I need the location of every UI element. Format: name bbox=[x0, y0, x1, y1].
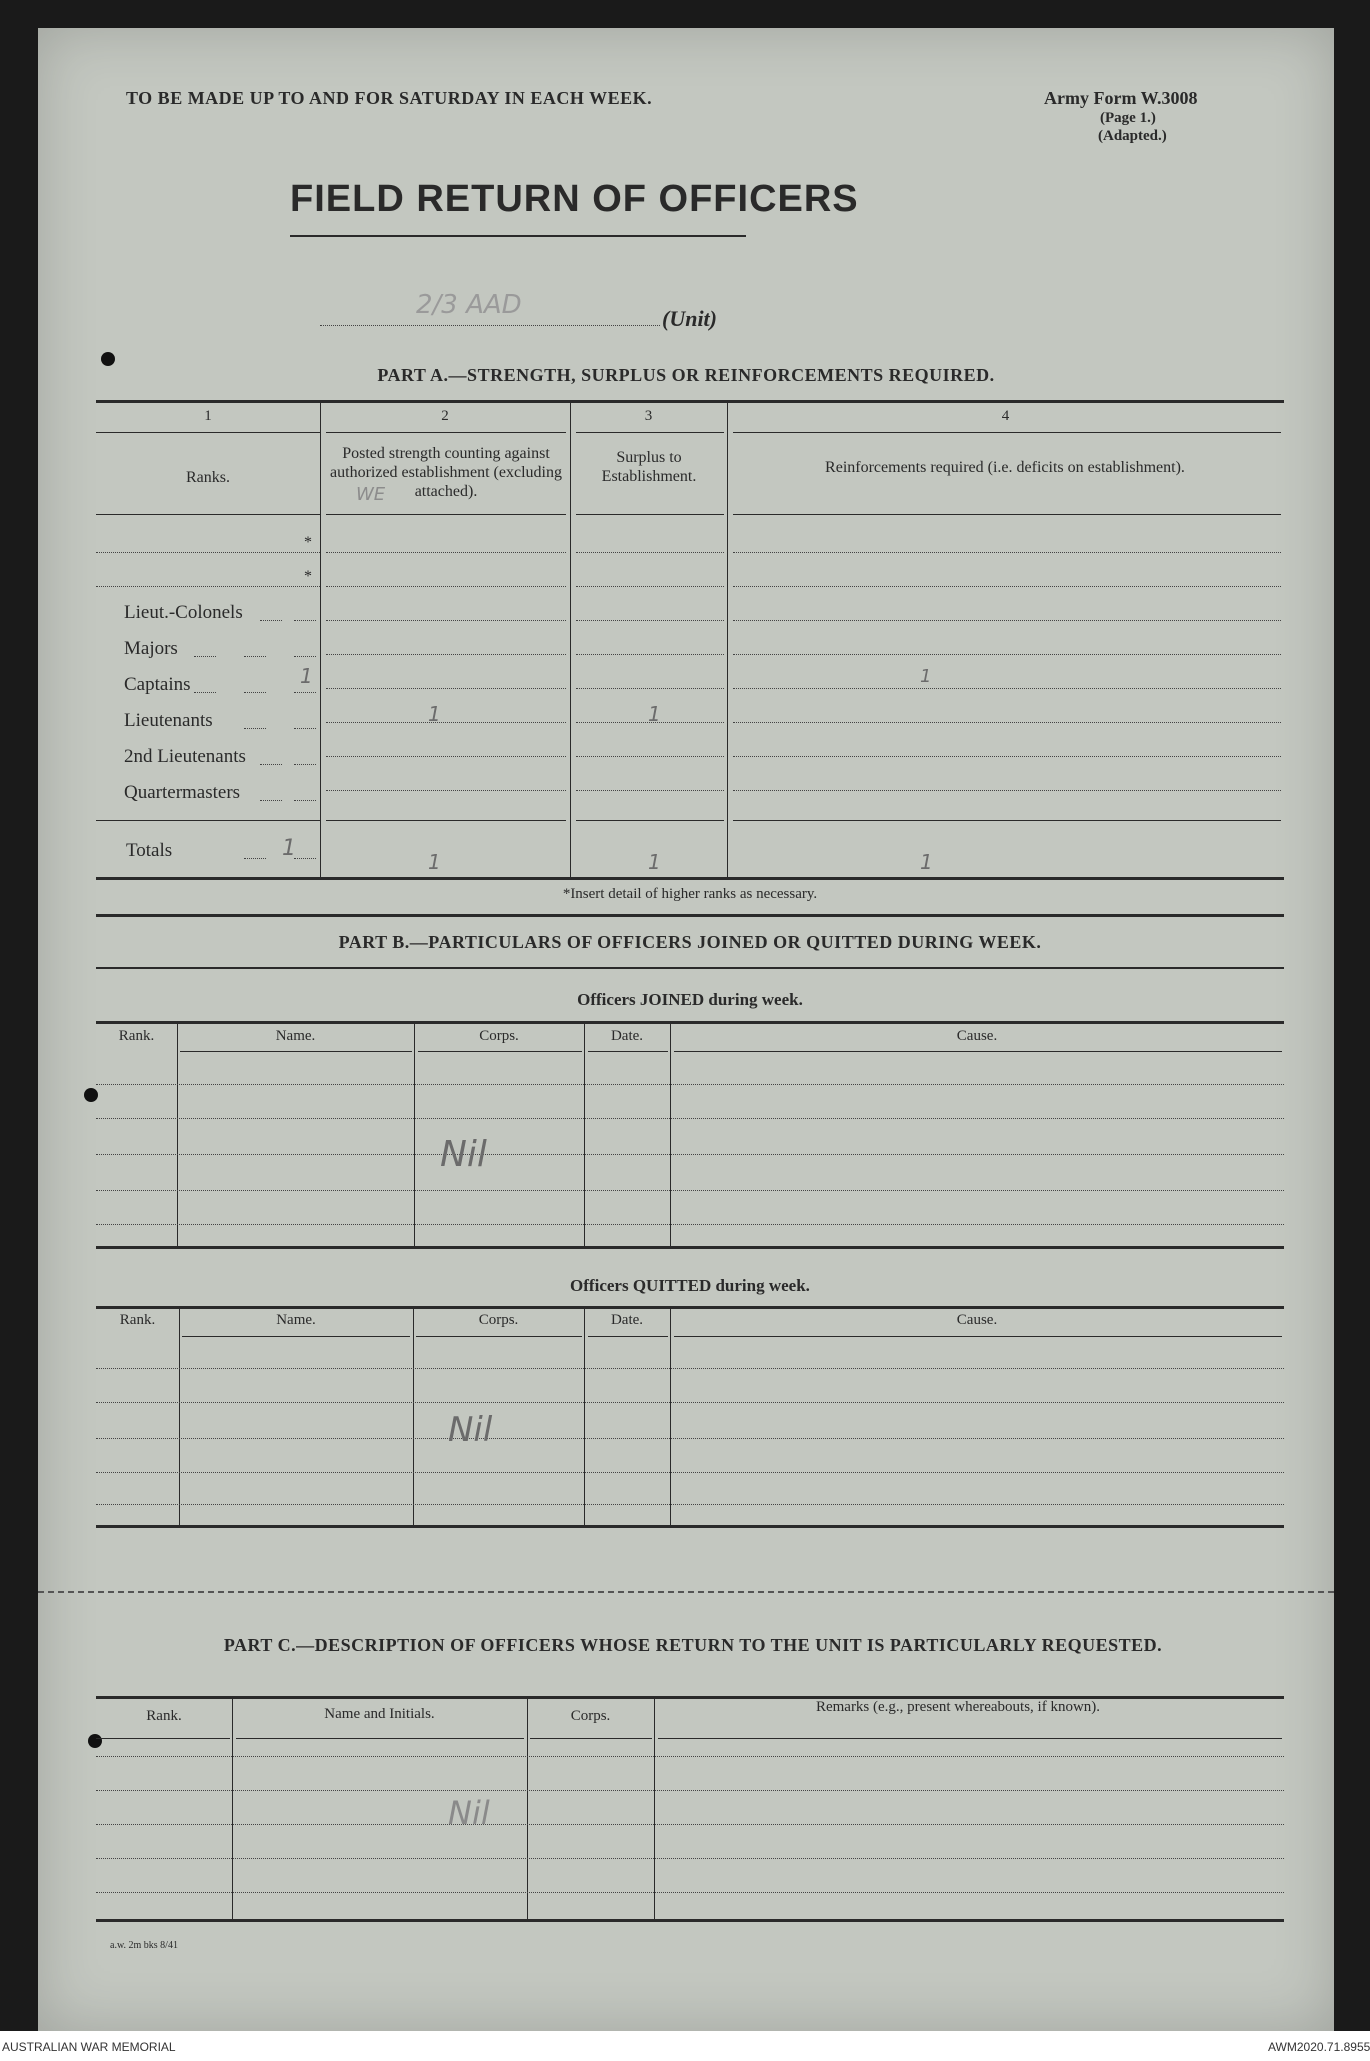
totals-leader bbox=[244, 858, 266, 859]
part-c-col-corps: Corps. bbox=[570, 1708, 611, 1724]
quitted-title: Officers QUITTED during week. bbox=[570, 1276, 810, 1295]
page-number: (Page 1.) bbox=[1100, 110, 1156, 126]
header-rule bbox=[96, 514, 320, 515]
unit-handwriting: 2/3 AAD bbox=[416, 290, 522, 320]
totals-rule bbox=[576, 820, 724, 821]
page-title: FIELD RETURN OF OFFICERS bbox=[290, 178, 859, 220]
quitted-bottom-rule bbox=[96, 1525, 1284, 1528]
part-a-footnote: *Insert detail of higher ranks as necessary. bbox=[562, 886, 818, 902]
part-c-header-rule bbox=[530, 1738, 652, 1739]
quitted-col-rank: Rank. bbox=[119, 1312, 156, 1328]
part-a-col-divider bbox=[727, 403, 728, 877]
totals-rule bbox=[96, 820, 320, 821]
header-rule bbox=[733, 514, 1281, 515]
part-c-col-rank: Rank. bbox=[146, 1708, 182, 1724]
lieutenants-posted-handwriting: 1 bbox=[428, 702, 441, 726]
joined-col-divider bbox=[584, 1024, 585, 1246]
joined-nil-handwriting: Nil bbox=[440, 1134, 487, 1175]
joined-col-corps: Corps. bbox=[479, 1028, 519, 1044]
header-rule bbox=[326, 514, 566, 515]
part-b-top-rule bbox=[96, 914, 1284, 917]
quitted-col-corps: Corps. bbox=[478, 1312, 519, 1328]
totals-leader bbox=[294, 858, 316, 859]
totals-rule bbox=[326, 820, 566, 821]
joined-header-rule bbox=[418, 1051, 582, 1052]
title-underline bbox=[290, 235, 746, 237]
perforation-line bbox=[38, 1591, 1334, 1593]
joined-header-rule bbox=[180, 1051, 412, 1052]
part-a-title: PART A.—STRENGTH, SURPLUS OR REINFORCEMENTS REQUIRED. bbox=[377, 365, 995, 385]
punch-hole bbox=[101, 352, 115, 366]
unit-label: (Unit) bbox=[662, 306, 717, 331]
form-sheet bbox=[38, 28, 1334, 2031]
quitted-col-divider bbox=[413, 1309, 414, 1525]
lieutenants-surplus-handwriting: 1 bbox=[648, 702, 661, 726]
star-marker: * bbox=[304, 568, 312, 585]
part-a-col-divider bbox=[570, 403, 571, 877]
part-a-top-rule bbox=[96, 400, 1284, 403]
part-c-header-rule bbox=[236, 1738, 524, 1739]
totals-reinforcement-handwriting: 1 bbox=[920, 850, 933, 874]
quitted-header-rule bbox=[416, 1336, 582, 1337]
totals-surplus-handwriting: 1 bbox=[648, 850, 661, 874]
col-number-rule bbox=[733, 432, 1281, 433]
part-c-col-divider bbox=[527, 1699, 528, 1919]
col-number-2: 2 bbox=[441, 408, 449, 424]
archive-name: AUSTRALIAN WAR MEMORIAL bbox=[2, 2040, 176, 2054]
col-number-rule bbox=[326, 432, 566, 433]
col-header-posted-strength: Posted strength counting against authorized establishment (excluding attached). bbox=[330, 445, 562, 500]
quitted-col-divider bbox=[584, 1309, 585, 1525]
joined-bottom-rule bbox=[96, 1246, 1284, 1249]
form-number: Army Form W.3008 bbox=[1044, 88, 1198, 108]
part-c-col-name: Name and Initials. bbox=[324, 1706, 435, 1722]
col-header-ranks: Ranks. bbox=[186, 469, 230, 486]
quitted-col-divider bbox=[179, 1309, 180, 1525]
part-c-header-rule bbox=[658, 1738, 1282, 1739]
rank-lieut-colonels: Lieut.-Colonels bbox=[124, 602, 243, 623]
instruction-text: TO BE MADE UP TO AND FOR SATURDAY IN EACH WEEK. bbox=[126, 88, 653, 108]
ranks-handwriting: WE bbox=[356, 484, 386, 505]
joined-col-divider bbox=[414, 1024, 415, 1246]
part-c-bottom-rule bbox=[96, 1919, 1284, 1922]
punch-hole bbox=[84, 1088, 98, 1102]
joined-title: Officers JOINED during week. bbox=[577, 990, 803, 1009]
quitted-header-rule bbox=[674, 1336, 1282, 1337]
captains-reinforcement-handwriting: 1 bbox=[920, 666, 932, 687]
star-marker: * bbox=[304, 534, 312, 551]
quitted-header-rule bbox=[182, 1336, 410, 1337]
header-rule bbox=[576, 514, 724, 515]
part-c-col-divider bbox=[654, 1699, 655, 1919]
totals-label: Totals bbox=[126, 840, 173, 861]
part-b-rule bbox=[96, 967, 1284, 969]
joined-header-rule bbox=[674, 1051, 1282, 1052]
quitted-col-date: Date. bbox=[610, 1312, 644, 1328]
part-a-bottom-rule bbox=[96, 877, 1284, 880]
quitted-nil-handwriting: Nil bbox=[448, 1410, 493, 1450]
quitted-top-rule bbox=[96, 1306, 1284, 1309]
totals-rule bbox=[733, 820, 1281, 821]
col-number-1: 1 bbox=[204, 408, 212, 424]
rank-lieutenants: Lieutenants bbox=[124, 710, 213, 731]
joined-top-rule bbox=[96, 1021, 1284, 1024]
archive-footer bbox=[0, 2031, 1370, 2061]
joined-col-date: Date. bbox=[610, 1028, 644, 1044]
rank-captains: Captains bbox=[124, 674, 191, 695]
totals-ranks-handwriting: 1 bbox=[282, 836, 296, 861]
rank-majors: Majors bbox=[124, 638, 178, 659]
joined-col-rank: Rank. bbox=[118, 1028, 155, 1044]
joined-col-cause: Cause. bbox=[956, 1028, 998, 1044]
totals-posted-handwriting: 1 bbox=[428, 850, 441, 874]
part-b-title: PART B.—PARTICULARS OF OFFICERS JOINED OR QUITTED DURING WEEK. bbox=[338, 932, 1042, 952]
unit-dotted-line bbox=[320, 325, 660, 326]
joined-col-name: Name. bbox=[275, 1028, 316, 1044]
col-header-reinforcements: Reinforcements required (i.e. deficits on establishment). bbox=[825, 459, 1185, 476]
part-c-title: PART C.—DESCRIPTION OF OFFICERS WHOSE RETURN TO THE UNIT IS PARTICULARLY REQUESTED. bbox=[223, 1635, 1163, 1655]
col-header-surplus: Surplus to Establishment. bbox=[601, 449, 697, 485]
part-a-col-divider bbox=[320, 403, 321, 877]
col-number-3: 3 bbox=[644, 408, 653, 424]
joined-col-divider bbox=[177, 1024, 178, 1246]
part-c-col-remarks: Remarks (e.g., present whereabouts, if known). bbox=[815, 1699, 1101, 1715]
rank-2nd-lieutenants: 2nd Lieutenants bbox=[124, 746, 246, 767]
part-c-header-rule bbox=[96, 1738, 230, 1739]
joined-header-rule bbox=[588, 1051, 668, 1052]
archive-catalogue-number: AWM2020.71.8955 bbox=[1268, 2040, 1370, 2054]
quitted-col-divider bbox=[670, 1309, 671, 1525]
quitted-col-name: Name. bbox=[276, 1312, 316, 1328]
joined-col-divider bbox=[670, 1024, 671, 1246]
rank-quartermasters: Quartermasters bbox=[124, 782, 241, 803]
part-c-col-divider bbox=[232, 1699, 233, 1919]
adapted-note: (Adapted.) bbox=[1098, 128, 1167, 144]
captains-handwriting: 1 bbox=[300, 664, 313, 688]
col-number-rule bbox=[576, 432, 724, 433]
part-c-nil-handwriting: Nil bbox=[448, 1794, 490, 1832]
punch-hole bbox=[88, 1734, 102, 1748]
col-number-rule bbox=[96, 432, 320, 433]
col-number-4: 4 bbox=[1001, 408, 1010, 424]
quitted-header-rule bbox=[588, 1336, 668, 1337]
printer-imprint: a.w. 2m bks 8/41 bbox=[110, 1940, 178, 1951]
quitted-col-cause: Cause. bbox=[956, 1312, 998, 1328]
